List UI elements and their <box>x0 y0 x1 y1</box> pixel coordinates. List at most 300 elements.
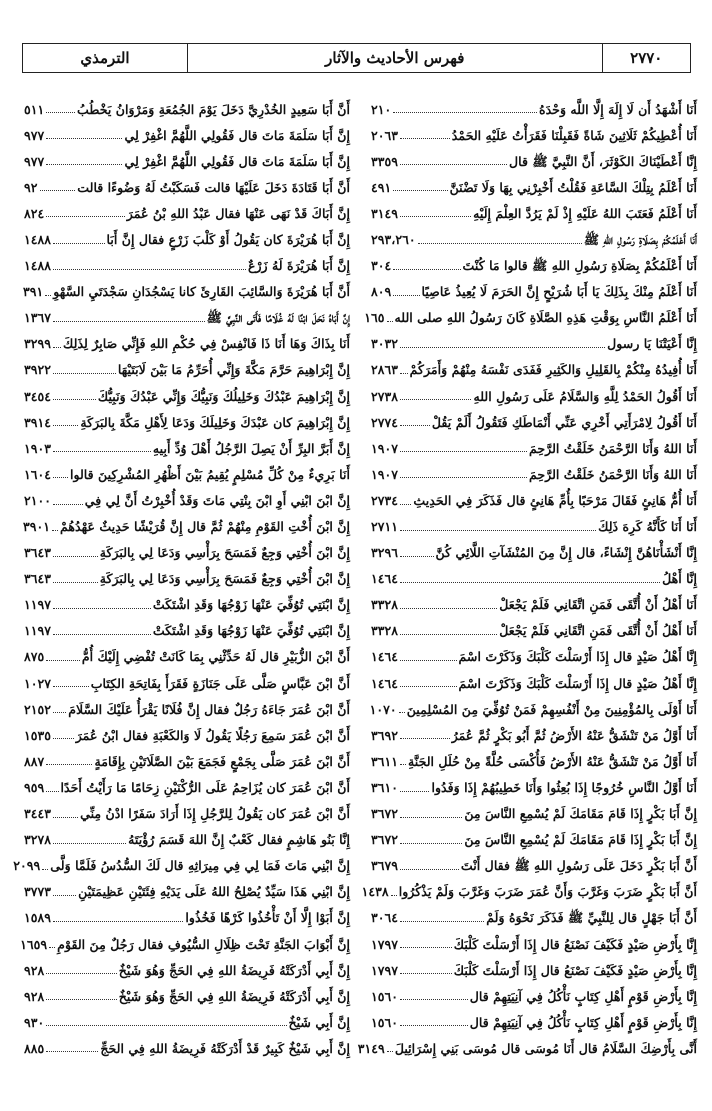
leader-dots <box>400 817 462 818</box>
index-entry <box>24 429 350 455</box>
index-entry <box>371 612 697 638</box>
leader-dots <box>393 269 460 270</box>
hadith-incipit: إِنَّا بَنُو هَاشِمٍ فقال كَعْبٌ إِنَّ اللهَ قَسَمَ رُؤْيَتَهُ <box>128 832 350 848</box>
leader-dots <box>46 138 122 139</box>
hadith-number: ١٥٣٥ <box>24 727 52 743</box>
index-title: فهرس الأحاديث والآثار <box>188 44 603 72</box>
leader-dots <box>400 399 471 400</box>
index-entry <box>371 273 697 299</box>
leader-dots <box>46 216 124 217</box>
index-entry <box>24 403 350 429</box>
hadith-incipit: إِنَّا أَهْلُ <box>662 571 697 587</box>
index-column-left <box>13 90 350 1056</box>
hadith-incipit: إِنَّ أَبِي شَيْخٌ <box>288 1014 350 1030</box>
hadith-incipit: إِنَّ أَبَا هُرَيْرَةَ لَهُ زَرْعٌ <box>247 258 350 274</box>
hadith-number: ٨٢٤ <box>24 205 45 221</box>
hadith-number: ١٩٠٧ <box>371 440 399 456</box>
hadith-incipit: إِنَّا أَنْشَأْنَاهُنَّ إِنْشَاءً، قال إِنَّ مِنَ المُنْشَآتِ اللَّائِي كُنَّ <box>435 545 697 561</box>
hadith-number: ١٤٦٤ <box>371 571 399 587</box>
index-entry <box>24 873 350 899</box>
index-entry <box>371 90 697 116</box>
hadith-incipit: إِنَّ أَبْوَابَ الجَنَّةِ تَحْتَ ظِلَالِ السُّيُوفِ فقال رَجُلٌ مِنَ القَوْمِ <box>57 936 350 952</box>
index-entry <box>371 1003 697 1029</box>
index-entry <box>24 795 350 821</box>
hadith-number: ٣٦١٠ <box>371 779 399 795</box>
leader-dots <box>400 686 456 687</box>
hadith-number: ٢٨٦٣ <box>371 362 399 378</box>
index-entry <box>371 194 697 220</box>
index-entry <box>24 899 350 925</box>
hadith-incipit: أَنَا أُعْطِيكُمْ ثَلَاثِينَ شَاةً فَقَبِلْنَا فَقَرَأْتُ عَلَيْهِ الحَمْدُ <box>451 127 697 143</box>
index-entry <box>371 716 697 742</box>
index-entry <box>24 508 350 534</box>
hadith-incipit: أَنَّ ابْنَ عُمَرَ صَلَّى بِجَمْعٍ فَجَمَعَ بَيْنَ الصَّلَاتَيْنِ بِإِقَامَةٍ <box>94 753 350 769</box>
leader-dots <box>400 764 406 765</box>
index-entry <box>371 795 697 821</box>
hadith-incipit: أَنَّ أَبَا بَكْرٍ دَخَلَ عَلَى رَسُولِ اللهِ ﷺ فقال أَنْتَ <box>460 858 697 874</box>
index-entry <box>371 534 697 560</box>
index-entry <box>371 508 697 534</box>
page-header <box>22 43 691 73</box>
hadith-incipit: أَنَا أَوَّلُ النَّاسِ خُرُوجًا إِذَا بُعِثُوا وَأَنَا خَطِيبُهُمْ إِذَا وَفَدُوا <box>431 779 697 795</box>
index-entry <box>371 768 697 794</box>
hadith-incipit: أَنَا بَرِيءٌ مِنْ كُلِّ مُسْلِمٍ يُقِيمُ بَيْنَ أَظْهُرِ المُشْرِكِينَ قالوا <box>69 466 350 482</box>
leader-dots <box>399 712 405 713</box>
hadith-number: ٣٧٧٣ <box>24 884 52 900</box>
hadith-incipit: إِنَّ إِبْرَاهِيمَ عَبْدُكَ وَخَلِيلُكَ وَنَبِيُّكَ وَإِنِّي عَبْدُكَ وَنَبِيُّكَ <box>97 388 350 404</box>
hadith-incipit: أَنَا أَهْلُ أَنْ أُتَّقَى فَمَنِ اتَّقَانِي فَلَمْ يَجْعَلْ <box>499 597 697 613</box>
hadith-number: ٨٠٩ <box>371 284 392 300</box>
leader-dots <box>53 477 68 478</box>
index-entry <box>371 351 697 377</box>
leader-dots <box>400 634 497 635</box>
leader-dots <box>400 530 596 531</box>
hadith-number: ١٠٢٧ <box>24 675 52 691</box>
leader-dots <box>53 451 151 452</box>
hadith-number: ٣٦٧٢ <box>371 832 399 848</box>
hadith-incipit: إِنَّ أَبَا هُرَيْرَةَ كان يَقُولُ أَوْ كَلْبَ زَرْعٍ فقال إِنَّ أَبَا <box>106 231 350 247</box>
hadith-incipit: إِنَّ إِبْرَاهِيمَ كان عَبْدَكَ وَخَلِيلَكَ وَدَعَا لِأَهْلِ مَكَّةَ بِالبَرَكَةِ <box>80 414 350 430</box>
hadith-incipit: أَنَّ ابْنَ الزُّبَيْرِ قال لَهُ حَدِّثْنِي بِمَا كَانَتْ تُفْضِي إِلَيْكَ أُمُّ <box>81 649 350 665</box>
hadith-number: ٣٦٤٣ <box>24 571 52 587</box>
hadith-number: ٣٦٧٢ <box>371 806 399 822</box>
hadith-incipit: إِنَّ أَبِي شَيْخٌ كَبِيرٌ قَدْ أَدْرَكَتْهُ فَرِيضَةُ اللهِ فِي الحَجِّ <box>100 1040 350 1056</box>
index-entry <box>371 142 697 168</box>
index-entry <box>24 377 350 403</box>
hadith-number: ٢٧٧٤ <box>371 414 399 430</box>
hadith-number: ٣٩١٤ <box>24 414 52 430</box>
hadith-number: ٩٣٠ <box>24 1014 45 1030</box>
hadith-incipit: أَنَا أَعْلَمُ فَعَتَبَ اللهُ عَلَيْهِ إِذْ لَمْ يَرُدَّ العِلْمَ إِلَيْهِ <box>473 205 697 221</box>
leader-dots <box>400 504 411 505</box>
hadith-number: ٣٩٠١ <box>22 519 51 534</box>
leader-dots <box>400 1025 468 1026</box>
hadith-number: ٣١٤٩ <box>371 205 399 221</box>
hadith-number: ٩٧٧ <box>24 153 45 169</box>
book-name: الترمذي <box>23 44 188 72</box>
hadith-number: ١٤٦٤ <box>371 649 399 665</box>
leader-dots <box>400 999 468 1000</box>
hadith-incipit: أَنَا أَعْلَمُكُمْ بِصَلَاةِ رَسُولِ اللهِ ﷺ قالوا مَا كُنْتَ <box>462 258 697 274</box>
hadith-incipit: أَنَّ أَبَا جَهْلٍ قال لِلنَّبِيِّ ﷺ فَذَكَرَ نَحْوَهُ وَلَمْ <box>486 910 697 926</box>
hadith-incipit: إِنَّا أَهْلُ صَيْدٍ قال إِذَا أَرْسَلْتَ كَلْبَكَ وَذَكَرْتَ اسْمَ <box>458 649 697 665</box>
hadith-incipit: إِنَّ ابْنَ أُخْتِي وَجِعٌ فَمَسَحَ بِرَأْسِي وَدَعَا لِي بِالبَرَكَةِ <box>99 571 350 587</box>
hadith-number: ٣٠٤ <box>371 258 392 274</box>
hadith-incipit: أَنَا اللهُ وَأَنَا الرَّحْمَنُ خَلَقْتُ الرَّحِمَ <box>528 466 697 482</box>
index-entry <box>371 951 697 977</box>
index-entry <box>24 664 350 690</box>
index-entry <box>24 325 350 351</box>
hadith-incipit: أَنَّ أَبَا قَتَادَةَ دَخَلَ عَلَيْهَا قالت فَسَكَبْتُ لَهُ وَضُوءًا قالت <box>77 179 350 195</box>
leader-dots <box>52 530 58 531</box>
leader-dots <box>400 347 605 348</box>
hadith-number: ٩٢٨ <box>24 988 45 1004</box>
index-entry <box>371 168 697 194</box>
hadith-incipit: إِنَّ ابْنَتِي تُوُفِّيَ عَنْهَا زَوْجُهَا وَقَدِ اشْتَكَتْ <box>152 597 350 613</box>
leader-dots <box>53 556 98 557</box>
index-entry <box>371 925 697 951</box>
hadith-number: ١٧٩٧ <box>371 962 399 978</box>
leader-dots <box>400 582 660 583</box>
leader-dots <box>400 477 527 478</box>
hadith-incipit: أَنَا أَوَّلُ مَنْ تَنْشَقُّ عَنْهُ الأَرْضُ ثُمَّ أَبُو بَكْرٍ ثُمَّ عُمَرُ <box>451 727 697 743</box>
index-entry <box>24 638 350 664</box>
index-entry <box>371 847 697 873</box>
hadith-number: ١٥٦٠ <box>371 988 399 1004</box>
leader-dots <box>400 869 459 870</box>
hadith-incipit: أَنَا أَقُولُ لِامْرَأَتِي أَخْرِي عَنِّي أَنْمَاطَكِ فَتَقُولُ أَلَمْ يَقُلْ <box>431 414 697 430</box>
hadith-incipit: أَنَّ ابْنَ عُمَرَ كان يَقُولُ لِلرَّجُلِ إِذَا أَرَادَ سَفَرًا ادْنُ مِنِّي <box>80 806 350 822</box>
hadith-incipit: إِنَّ أَبَا بَكْرٍ إِذَا قَامَ مَقَامَكَ لَمْ يُسْمِعِ النَّاسَ مِنَ <box>464 832 697 848</box>
hadith-incipit: إِنَّ إِبْرَاهِيمَ حَرَّمَ مَكَّةَ وَإِنِّي أُحَرِّمُ مَا بَيْنَ لَابَتَيْهَا <box>117 362 350 378</box>
index-entry <box>20 925 350 952</box>
leader-dots <box>53 843 126 844</box>
index-entry <box>24 716 350 742</box>
hadith-number: ٢٠٩٩ <box>13 858 41 874</box>
leader-dots <box>400 373 408 374</box>
hadith-number: ٢٠٦٣ <box>371 127 399 143</box>
index-entry <box>24 1029 350 1055</box>
leader-dots <box>400 660 456 661</box>
leader-dots <box>53 921 183 922</box>
hadith-number: ٩٧٧ <box>24 127 45 143</box>
hadith-incipit: إِنَّ أَبَا بَكْرٍ إِذَا قَامَ مَقَامَكَ لَمْ يُسْمِعِ النَّاسَ مِنَ <box>464 806 697 822</box>
index-entry <box>24 481 350 507</box>
hadith-number: ١٤٨٨ <box>24 258 52 274</box>
index-entry <box>24 586 350 612</box>
hadith-incipit: أَنَّ ابْنَ عُمَرَ كان يُزَاحِمُ عَلَى الرُّكْنَيْنِ زِحَامًا مَا رَأَيْتُ أَحَدًا <box>60 779 350 795</box>
hadith-incipit: إِنَّ أَبَا سَلَمَةَ مَاتَ قال فَقُولِي اللَّهُمَّ اغْفِرْ لِي <box>124 127 350 143</box>
hadith-incipit: أَنَا أَهْلُ أَنْ أُتَّقَى فَمَنِ اتَّقَانِي فَلَمْ يَجْعَلْ <box>499 623 697 639</box>
index-entry <box>357 1029 697 1056</box>
leader-dots <box>53 425 78 426</box>
hadith-number: ٣٦٧٩ <box>371 858 399 874</box>
index-entry <box>371 586 697 612</box>
hadith-number: ١٥٨٩ <box>24 910 52 926</box>
hadith-incipit: إِنَّ ابْنَ أُخْتِي وَجِعٌ فَمَسَحَ بِرَأْسِي وَدَعَا لِي بِالبَرَكَةِ <box>99 545 350 561</box>
hadith-number: ١٤٨٨ <box>24 231 52 247</box>
leader-dots <box>53 582 98 583</box>
hadith-number: ٣٤٤٣ <box>24 806 52 822</box>
hadith-incipit: إِنَّ ابْنَ ابْنِي أَوِ ابْنَ بِنْتِي مَاتَ وَقَدْ أُخْبِرْتُ أَنَّ لِي فِي <box>84 492 350 508</box>
hadith-number: ١٤٦٤ <box>371 675 399 691</box>
leader-dots <box>53 712 66 713</box>
hadith-incipit: أَنَا أُفِيدُهُ مِنْكُمْ بِالقَلِيلِ وَالكَثِيرِ فَفَدَى نَفْسَهُ مِنْهُمْ وَأَمَرَكُمْ <box>409 362 697 378</box>
leader-dots <box>400 738 450 739</box>
leader-dots <box>400 451 527 452</box>
hadith-number: ٣٣٥٩ <box>371 153 399 169</box>
index-entry <box>24 90 350 116</box>
leader-dots <box>400 216 471 217</box>
hadith-number: ١٥٦٠ <box>371 1014 399 1030</box>
leader-dots <box>46 791 58 792</box>
hadith-number: ٣٦٤٣ <box>24 545 52 561</box>
hadith-incipit: إِنَّا بِأَرْضِ صَيْدٍ فَكَيْفَ نَصْنَعُ قال إِذَا أَرْسَلْتَ كَلْبَكَ <box>453 962 697 978</box>
leader-dots <box>53 373 116 374</box>
hadith-number: ١٠٧٠ <box>369 701 397 717</box>
index-entry <box>24 612 350 638</box>
leader-dots <box>418 243 582 244</box>
hadith-number: ١٧٩٧ <box>371 936 399 952</box>
hadith-number: ٣١٤٩ <box>357 1040 385 1056</box>
index-entry <box>24 455 350 481</box>
hadith-incipit: إِنَّ أَبَوْا إِلَّا أَنْ تَأْخُذُوا كَرْهًا فَخُذُوا <box>185 910 350 926</box>
index-entry <box>13 847 350 874</box>
hadith-incipit: إِنَّا أَهْلُ صَيْدٍ قال إِذَا أَرْسَلْتَ كَلْبَكَ وَذَكَرْتَ اسْمَ <box>458 675 697 691</box>
leader-dots <box>53 399 96 400</box>
index-entry <box>371 403 697 429</box>
hadith-number: ٣٦٩٢ <box>371 727 399 743</box>
hadith-incipit: أَنَا أُمُّ هَانِئٍ فَقَالَ مَرْحَبًا بِأُمِّ هَانِئٍ قال فَذَكَرَ فِي الحَدِيثِ <box>413 492 697 508</box>
leader-dots <box>400 791 429 792</box>
leader-dots <box>400 138 450 139</box>
leader-dots <box>53 243 104 244</box>
index-entry <box>24 534 350 560</box>
hadith-incipit: إِنَّا بِأَرْضِ قَوْمٍ أَهْلِ كِتَابٍ نَأْكُلُ فِي آنِيَتِهِمْ قال <box>469 988 697 1004</box>
leader-dots <box>387 1051 393 1052</box>
leader-dots <box>393 295 419 296</box>
leader-dots <box>45 295 51 296</box>
leader-dots <box>53 895 76 896</box>
hadith-number: ٩٥٩ <box>24 779 45 795</box>
index-entry <box>371 664 697 690</box>
leader-dots <box>53 634 151 635</box>
page-number: ٢٧٧٠ <box>630 49 663 67</box>
hadith-incipit: إِنَّا أَعْيَتْنَا يَا رسول <box>607 336 697 352</box>
hadith-incipit: إِنَّ أَبَاكَ قَدْ نَهَى عَنْهَا فقال عَبْدُ اللهِ بْنُ عُمَرَ <box>126 205 350 221</box>
index-entry <box>371 977 697 1003</box>
hadith-incipit: إِنَّ ابْنَتِي تُوُفِّيَ عَنْهَا زَوْجُهَا وَقَدِ اشْتَكَتْ <box>152 623 350 639</box>
hadith-incipit: إِنَّ أَبَاهُ نَحَلَ ابْنًا لَهُ غُلَامًا فَأَتَى النَّبِيَّ ﷺ <box>206 310 350 326</box>
hadith-number: ٣٢٩٩ <box>24 336 52 352</box>
leader-dots <box>46 660 80 661</box>
index-entry <box>24 351 350 377</box>
leader-dots <box>400 843 462 844</box>
hadith-number: ٢١٥٢ <box>24 701 52 717</box>
leader-dots <box>42 869 48 870</box>
hadith-number: ٣٣٢٨ <box>371 597 399 613</box>
index-entry <box>371 638 697 664</box>
index-entry <box>364 299 697 326</box>
hadith-number: ٣٢٩٦ <box>371 545 399 561</box>
hadith-number: ٥١١ <box>24 101 45 117</box>
index-entry <box>24 116 350 142</box>
leader-dots <box>46 1051 98 1052</box>
index-entry <box>371 116 697 142</box>
hadith-incipit: أَنَّ أَبَا هُرَيْرَةَ وَالسَّائِبَ القَارِئَ كانا يَسْجُدَانِ سَجْدَتَيِ السَّهْوِ <box>53 284 350 300</box>
leader-dots <box>400 608 497 609</box>
hadith-incipit: أَنَا أَعْلَمُكُمْ بِصَلَاةِ رَسُولِ اللهِ ﷺ <box>583 231 697 247</box>
hadith-incipit: أَنَّ ابْنَ عَبَّاسٍ صَلَّى عَلَى جَنَازَةٍ فَقَرَأَ بِفَاتِحَةِ الكِتَابِ <box>90 675 350 691</box>
leader-dots <box>53 738 74 739</box>
hadith-incipit: أَنَّ أَبَا سَعِيدٍ الخُدْرِيَّ دَخَلَ يَوْمَ الجُمُعَةِ وَمَرْوَانُ يَخْطُبُ <box>77 101 350 117</box>
hadith-number: ٢٩٣،٢٦٠ <box>371 231 416 247</box>
leader-dots <box>46 764 92 765</box>
leader-dots <box>391 895 397 896</box>
hadith-number: ٨٨٥ <box>24 1040 45 1056</box>
hadith-number: ٣٠٣٢ <box>371 336 399 352</box>
leader-dots <box>53 347 61 348</box>
hadith-number: ٢٧٣٤ <box>371 492 399 508</box>
leader-dots <box>46 999 116 1000</box>
index-entry <box>371 220 697 246</box>
leader-dots <box>46 1025 286 1026</box>
index-entry <box>24 247 350 273</box>
hadith-incipit: إِنَّ ابْنَ أُخْتِ القَوْمِ مِنْهُمْ ثُمَّ قال إِنَّ قُرَيْشًا حَدِيثٌ عَهْدُهُمْ <box>60 519 350 534</box>
hadith-number: ١٣٦٧ <box>24 310 52 326</box>
leader-dots <box>400 556 433 557</box>
leader-dots <box>53 817 78 818</box>
hadith-incipit: أَنَا أَشْهَدُ أَن لَا إِلَهَ إِلَّا اللَّه وَحْدَهُ <box>538 101 697 117</box>
hadith-incipit: أَنَّ أَبَا بَكْرٍ ضَرَبَ وَغَرَّبَ وَأَنَّ عُمَرَ ضَرَبَ وَغَرَّبَ وَلَمْ يَذْكُرُوا <box>398 884 697 900</box>
index-entry <box>371 247 697 273</box>
index-entry <box>24 768 350 794</box>
hadith-incipit: أَنَا أَوْلَى بِالمُؤْمِنِينَ مِنْ أَنْفُسِهِمْ فَمَنْ تُوُفِّيَ مِنَ المُسْلِمِينَ <box>406 701 697 717</box>
hadith-incipit: إِنَّ ابْنِي هَذَا سَيِّدٌ يُصْلِحُ اللهُ عَلَى يَدَيْهِ فِئَتَيْنِ عَظِيمَتَيْنِ <box>78 884 350 900</box>
index-entry <box>24 742 350 768</box>
hadith-number: ١٦٥ <box>364 310 385 326</box>
index-entry <box>371 455 697 481</box>
leader-dots <box>387 321 393 322</box>
leader-dots <box>400 921 484 922</box>
hadith-incipit: إِنَّا أَعْطَيْنَاكَ الكَوْثَرَ، أَنَّ النَّبِيَّ ﷺ قال <box>508 153 697 169</box>
index-entry <box>371 742 697 768</box>
hadith-incipit: أَنَا اللهُ وَأَنَا الرَّحْمَنُ خَلَقْتُ الرَّحِمَ <box>528 440 697 456</box>
hadith-number: ٣٢٧٨ <box>24 832 52 848</box>
hadith-number: ٢١٠ <box>371 101 392 117</box>
index-entry <box>361 873 697 900</box>
index-entry <box>371 429 697 455</box>
hadith-incipit: أَنَا أَعْلَمُ بِتِلْكَ السَّاعَةِ فَقُلْتُ أَخْبِرْنِي بِهَا وَلَا تَضْنَنَّ <box>449 179 697 195</box>
hadith-number: ١٦٥٩ <box>20 936 48 952</box>
hadith-number: ٢٧٣٨ <box>371 388 399 404</box>
hadith-number: ٢٧١١ <box>371 519 399 534</box>
index-entry <box>371 899 697 925</box>
leader-dots <box>46 164 122 165</box>
leader-dots <box>53 321 205 322</box>
leader-dots <box>400 973 452 974</box>
leader-dots <box>393 112 537 113</box>
index-entry <box>24 1003 350 1029</box>
hadith-incipit: إِنَّ أَبِي أَدْرَكَتْهُ فَرِيضَةُ اللهِ فِي الحَجِّ وَهُوَ شَيْخٌ <box>118 962 350 978</box>
hadith-incipit: أَنَا بِذَاكَ وَهَا أَنَا ذَا فَانْفِسْ فِي حُكْمِ اللهِ فَإِنِّي صَابِرٌ لِذَلِكَ <box>63 336 350 352</box>
hadith-incipit: أَنَا أَعْلَمُ مِنْكَ بِذَلِكَ يَا أَبَا شُرَيْحٍ إِنَّ الحَرَمَ لَا يُعِيذُ عَاصِيًا <box>421 284 697 300</box>
hadith-number: ٣٠٦٤ <box>371 910 399 926</box>
hadith-number: ٣٣٢٨ <box>371 623 399 639</box>
index-entry <box>371 377 697 403</box>
index-entry <box>371 690 697 716</box>
leader-dots <box>46 973 116 974</box>
hadith-incipit: أَنَا أَعْلَمُ النَّاسِ بِوَقْتِ هَذِهِ الصَّلَاةِ كَانَ رَسُولُ اللهِ صلى الله <box>394 310 697 326</box>
hadith-number: ١١٩٧ <box>24 623 52 639</box>
hadith-number: ٣٩١ <box>22 284 44 300</box>
hadith-incipit: إِنَّا بِأَرْضِ صَيْدٍ فَكَيْفَ نَصْنَعُ قال إِذَا أَرْسَلْتَ كَلْبَكَ <box>453 936 697 952</box>
hadith-number: ٢١٠٠ <box>24 492 52 508</box>
hadith-number: ١٦٠٤ <box>24 466 52 482</box>
index-entry <box>24 168 350 194</box>
leader-dots <box>53 608 151 609</box>
hadith-number: ١٩٠٣ <box>24 440 52 456</box>
hadith-incipit: أَنَا أَوَّلُ مَنْ تَنْشَقُّ عَنْهُ الأَرْضُ فَأُكْسَى حُلَّةً مِنْ حُلَلِ الجَنَّةِ <box>408 753 697 769</box>
leader-dots <box>53 504 83 505</box>
leader-dots <box>400 425 430 426</box>
hadith-incipit: أَنَا أَقُولُ الحَمْدُ لِلَّهِ وَالسَّلَامُ عَلَى رَسُولِ اللهِ <box>473 388 697 404</box>
leader-dots <box>400 164 507 165</box>
hadith-incipit: أَنَّ ابْنَ عُمَرَ جَاءَهُ رَجُلٌ فقال إِنَّ فُلَانًا يَقْرَأُ عَلَيْكَ السَّلَامَ <box>68 701 350 717</box>
index-column-right <box>357 90 697 1056</box>
index-entry <box>24 951 350 977</box>
hadith-number: ١٤٣٨ <box>361 884 389 900</box>
index-entry <box>371 821 697 847</box>
hadith-number: ١٩٠٧ <box>371 466 399 482</box>
leader-dots <box>53 269 246 270</box>
leader-dots <box>53 686 89 687</box>
leader-dots <box>40 190 76 191</box>
hadith-number: ٩٢ <box>24 179 38 195</box>
hadith-incipit: أَنَّ ابْنَ عُمَرَ سَمِعَ رَجُلًا يَقُولُ لَا وَالكَعْبَةِ فقال ابْنُ عُمَرَ <box>75 727 350 743</box>
leader-dots <box>393 190 447 191</box>
hadith-incipit: أَنَا أَنَا كَأَنَّهُ كَرِهَ ذَلِكَ <box>598 519 697 534</box>
leader-dots <box>46 112 75 113</box>
index-entry <box>24 194 350 220</box>
hadith-number: ٣٤٥٤ <box>24 388 52 404</box>
leader-dots <box>49 947 55 948</box>
index-entry <box>24 220 350 246</box>
index-entry <box>24 560 350 586</box>
index-entry <box>24 821 350 847</box>
hadith-incipit: إِنَّ ابْنِي مَاتَ فَمَا لِي فِي مِيرَاثِهِ قال لَكَ السُّدُسُ فَلَمَّا وَلَّى <box>50 858 350 874</box>
hadith-incipit: إِنَّا بِأَرْضِ قَوْمٍ أَهْلِ كِتَابٍ نَأْكُلُ فِي آنِيَتِهِمْ قال <box>469 1014 697 1030</box>
index-entry <box>371 560 697 586</box>
hadith-number: ٣٩٢٢ <box>24 362 52 378</box>
index-entry <box>24 690 350 716</box>
hadith-number: ٤٩١ <box>371 179 392 195</box>
hadith-incipit: أَنَّى بِأَرْضِكَ السَّلَامُ قال أَنَا مُوسَى قال مُوسَى بَنِي إِسْرَائِيلَ <box>394 1040 697 1056</box>
hadith-incipit: إِنَّ أَبَا سَلَمَةَ مَاتَ قال فَقُولِي اللَّهُمَّ اغْفِرْ لِي <box>124 153 350 169</box>
index-entry <box>24 142 350 168</box>
leader-dots <box>400 947 452 948</box>
hadith-number: ٨٧٥ <box>24 649 45 665</box>
hadith-number: ٣٦١١ <box>370 753 399 769</box>
hadith-number: ٨٨٧ <box>24 753 45 769</box>
hadith-number: ٩٢٨ <box>24 962 45 978</box>
hadith-number: ١١٩٧ <box>24 597 52 613</box>
index-entry <box>24 299 350 325</box>
hadith-incipit: إِنَّ أَبَرَّ البِرِّ أَنْ يَصِلَ الرَّجُلُ أَهْلَ وُدِّ أَبِيهِ <box>152 440 350 456</box>
index-entry <box>24 977 350 1003</box>
index-entry <box>24 273 350 299</box>
hadith-incipit: إِنَّ أَبِي أَدْرَكَتْهُ فَرِيضَةُ اللهِ فِي الحَجِّ وَهُوَ شَيْخٌ <box>118 988 350 1004</box>
